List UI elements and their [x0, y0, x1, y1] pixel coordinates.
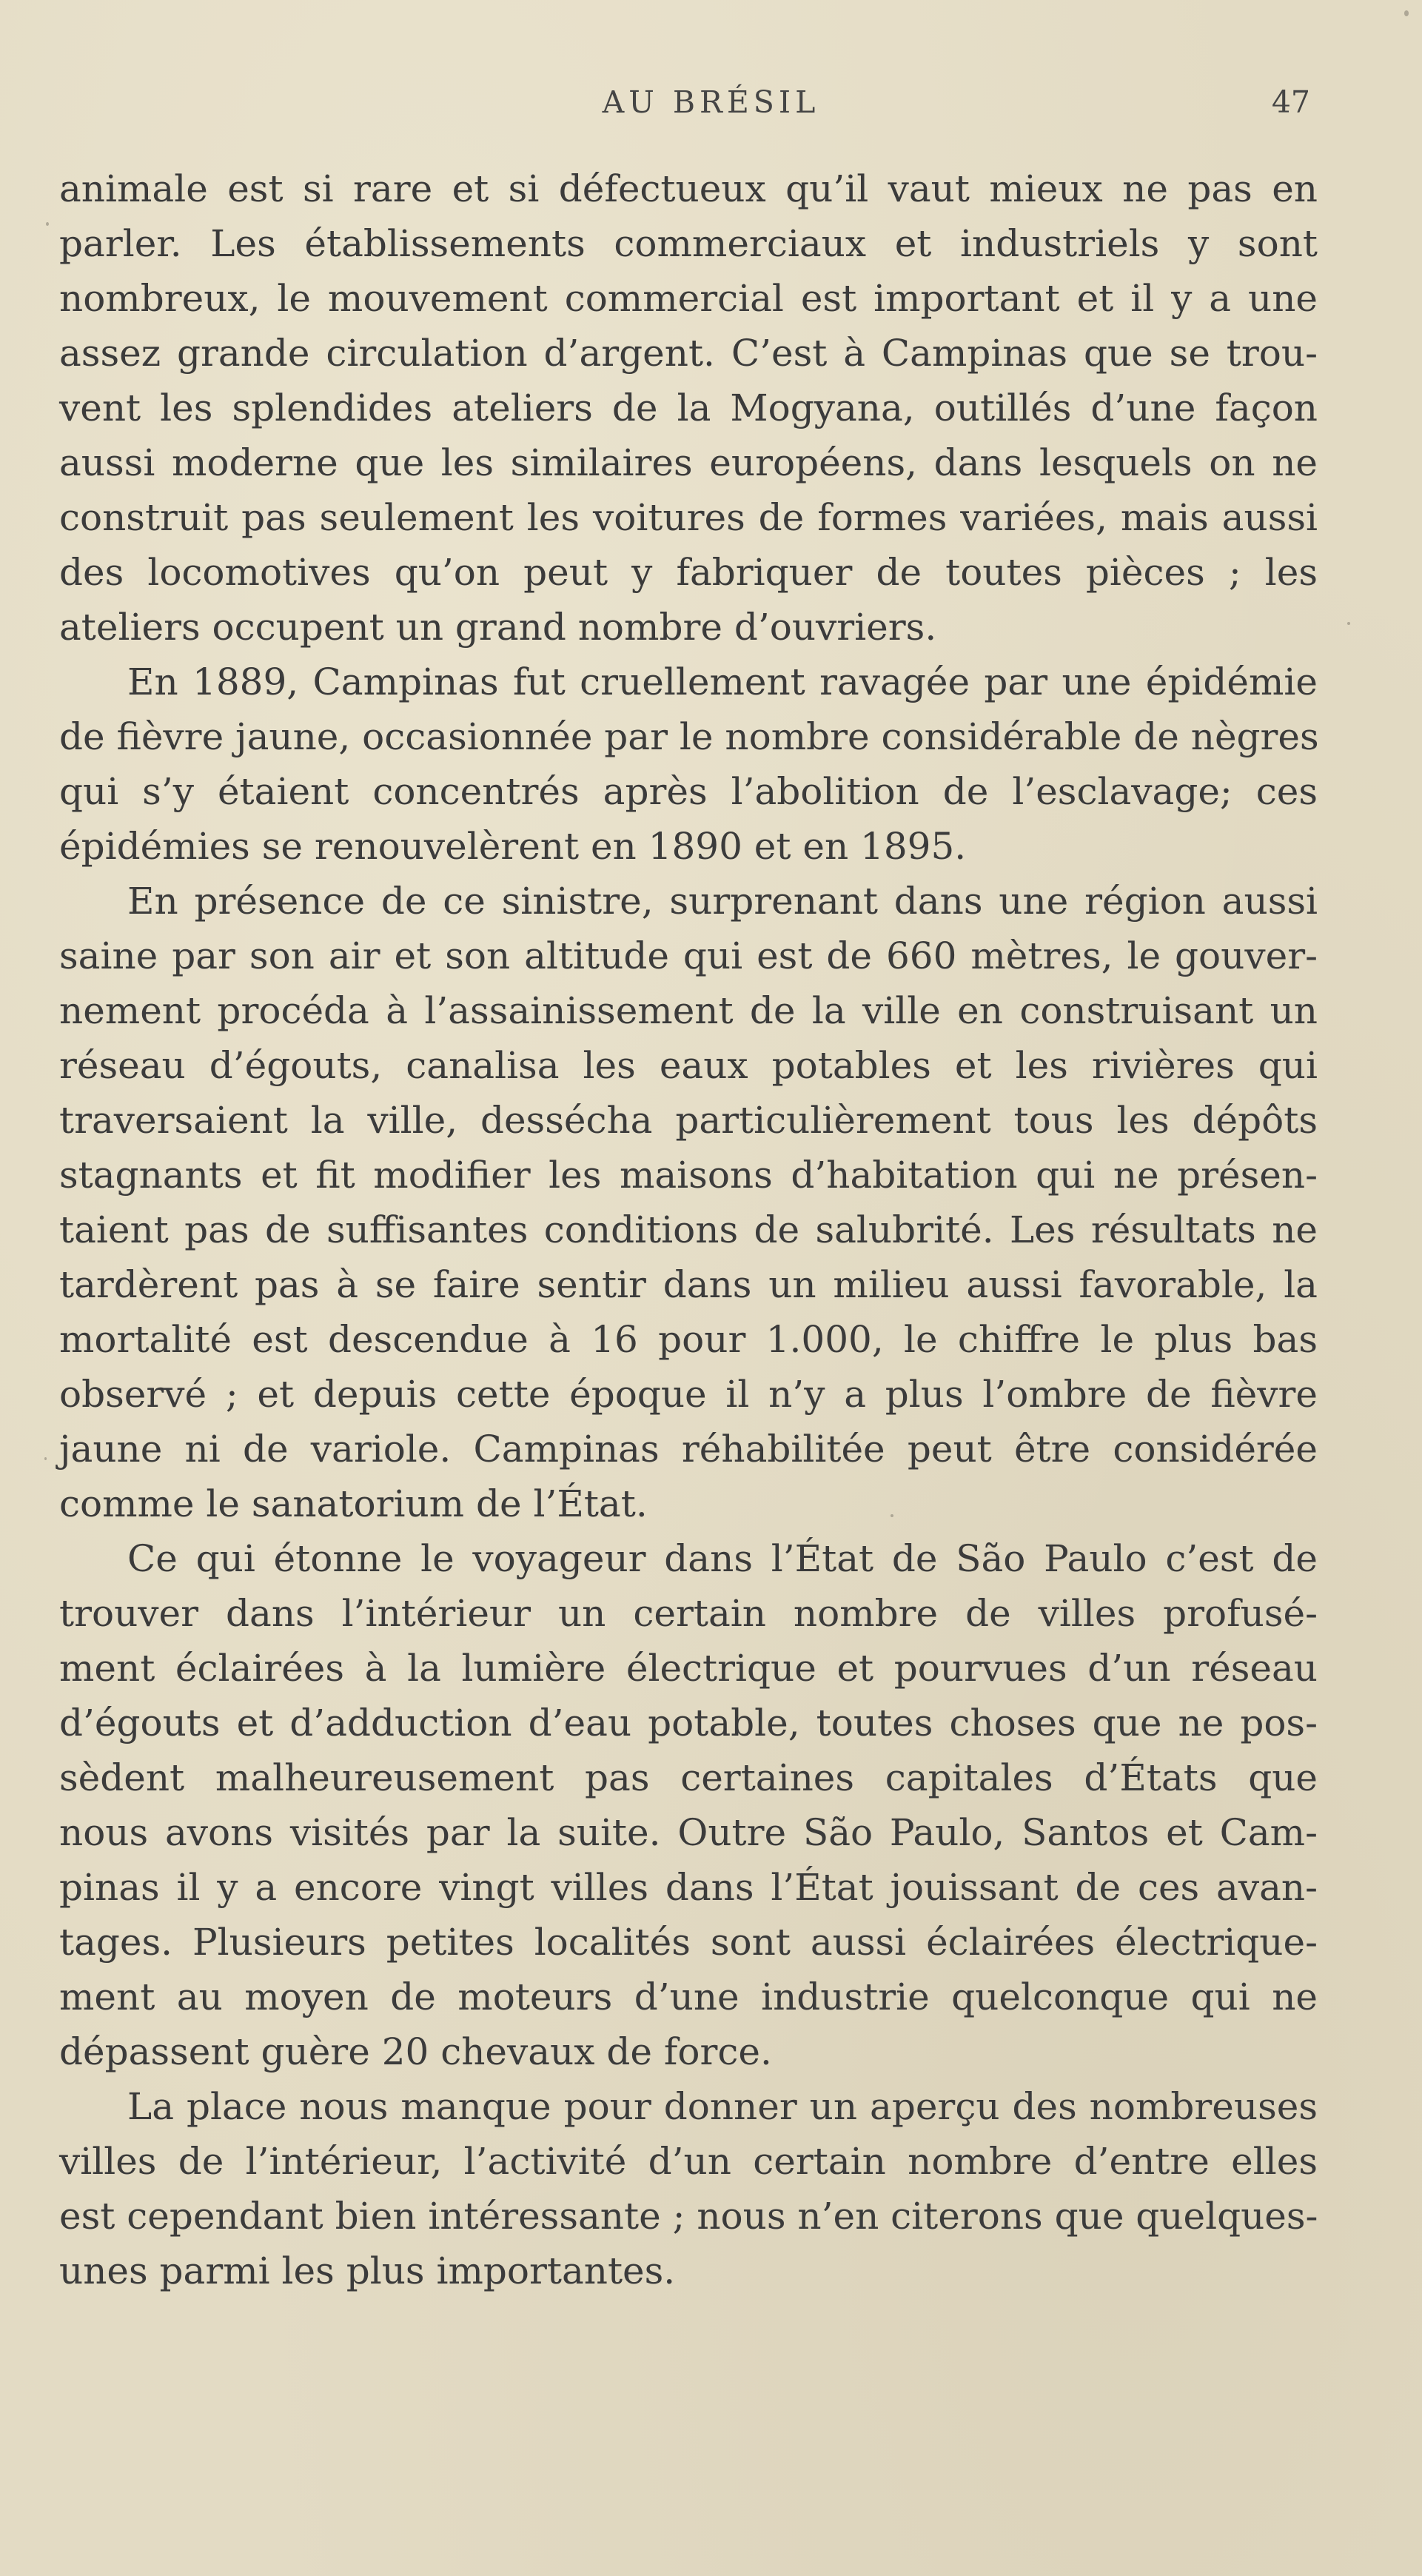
text-line: stagnants et fit modifier les maisons d’habitation qui ne présen- [59, 1154, 1318, 1197]
text-line: traversaient la ville, dessécha particulièrement tous les dépôts [59, 1099, 1318, 1142]
paper-speck [46, 222, 49, 226]
text-line: épidémies se renouvelèrent en 1890 et en 1895. [59, 825, 967, 868]
body-text [59, 161, 1318, 2298]
text-line: nement procéda à l’assainissement de la ville en construisant un [59, 989, 1318, 1032]
text-line: réseau d’égouts, canalisa les eaux potables et les rivières qui [59, 1044, 1318, 1087]
text-line: En présence de ce sinistre, surprenant dans une région aussi [127, 880, 1318, 923]
text-line: parler. Les établissements commerciaux et industriels y sont [59, 222, 1318, 265]
text-line: nombreux, le mouvement commercial est important et il y a une [59, 277, 1318, 320]
text-line: villes de l’intérieur, l’activité d’un certain nombre d’entre elles [59, 2140, 1318, 2183]
paper-speck [1404, 10, 1409, 16]
page-header [0, 80, 1422, 124]
text-line: pinas il y a encore vingt villes dans l’État jouissant de ces avan- [59, 1866, 1318, 1909]
text-line: de fièvre jaune, occasionnée par le nombre considérable de nègres [59, 715, 1319, 758]
text-line: En 1889, Campinas fut cruellement ravagée par une épidémie [127, 660, 1318, 703]
text-line: ateliers occupent un grand nombre d’ouvriers. [59, 606, 937, 649]
text-line: taient pas de suffisantes conditions de salubrité. Les résultats ne [59, 1208, 1318, 1251]
running-title: AU BRÉSIL [602, 84, 820, 120]
text-line: sèdent malheureusement pas certaines capitales d’États que [59, 1756, 1318, 1799]
text-line: des locomotives qu’on peut y fabriquer de toutes pièces ; les [59, 551, 1318, 594]
text-line: jaune ni de variole. Campinas réhabilitée peut être considérée [59, 1428, 1318, 1471]
text-line: observé ; et depuis cette époque il n’y a plus l’ombre de fièvre [59, 1373, 1318, 1416]
text-line: saine par son air et son altitude qui est de 660 mètres, le gouver- [59, 934, 1318, 977]
text-line: unes parmi les plus importantes. [59, 2249, 676, 2292]
text-line: vent les splendides ateliers de la Mogyana, outillés d’une façon [59, 387, 1318, 429]
paper-speck [44, 1457, 47, 1460]
text-line: trouver dans l’intérieur un certain nombre de villes profusé- [59, 1592, 1318, 1635]
text-line: tardèrent pas à se faire sentir dans un milieu aussi favorable, la [59, 1263, 1318, 1306]
text-line: construit pas seulement les voitures de formes variées, mais aussi [59, 496, 1318, 539]
text-line: animale est si rare et si défectueux qu’il vaut mieux ne pas en [59, 167, 1318, 210]
text-line: nous avons visités par la suite. Outre São Paulo, Santos et Cam- [59, 1811, 1318, 1854]
text-line: aussi moderne que les similaires européens, dans lesquels on ne [59, 441, 1318, 484]
text-line: ment au moyen de moteurs d’une industrie quelconque qui ne [59, 1976, 1318, 2018]
text-line: comme le sanatorium de l’État. [59, 1482, 648, 1525]
text-line: d’égouts et d’adduction d’eau potable, toutes choses que ne pos- [59, 1702, 1318, 1744]
text-line: assez grande circulation d’argent. C’est à Campinas que se trou- [59, 332, 1318, 375]
text-line: Ce qui étonne le voyageur dans l’État de São Paulo c’est de [127, 1537, 1318, 1580]
text-line: dépassent guère 20 chevaux de force. [59, 2030, 772, 2073]
text-line: tages. Plusieurs petites localités sont aussi éclairées électrique- [59, 1921, 1318, 1964]
text-line: mortalité est descendue à 16 pour 1.000, le chiffre le plus bas [59, 1318, 1318, 1361]
text-line: qui s’y étaient concentrés après l’abolition de l’esclavage; ces [59, 770, 1318, 813]
text-line: est cependant bien intéressante ; nous n’en citerons que quelques- [59, 2195, 1318, 2238]
paper-speck [891, 1514, 893, 1517]
text-line: ment éclairées à la lumière électrique et pourvues d’un réseau [59, 1647, 1318, 1690]
text-line: La place nous manque pour donner un aperçu des nombreuses [127, 2085, 1318, 2128]
paper-speck [1347, 622, 1350, 625]
page-number: 47 [1271, 84, 1310, 120]
